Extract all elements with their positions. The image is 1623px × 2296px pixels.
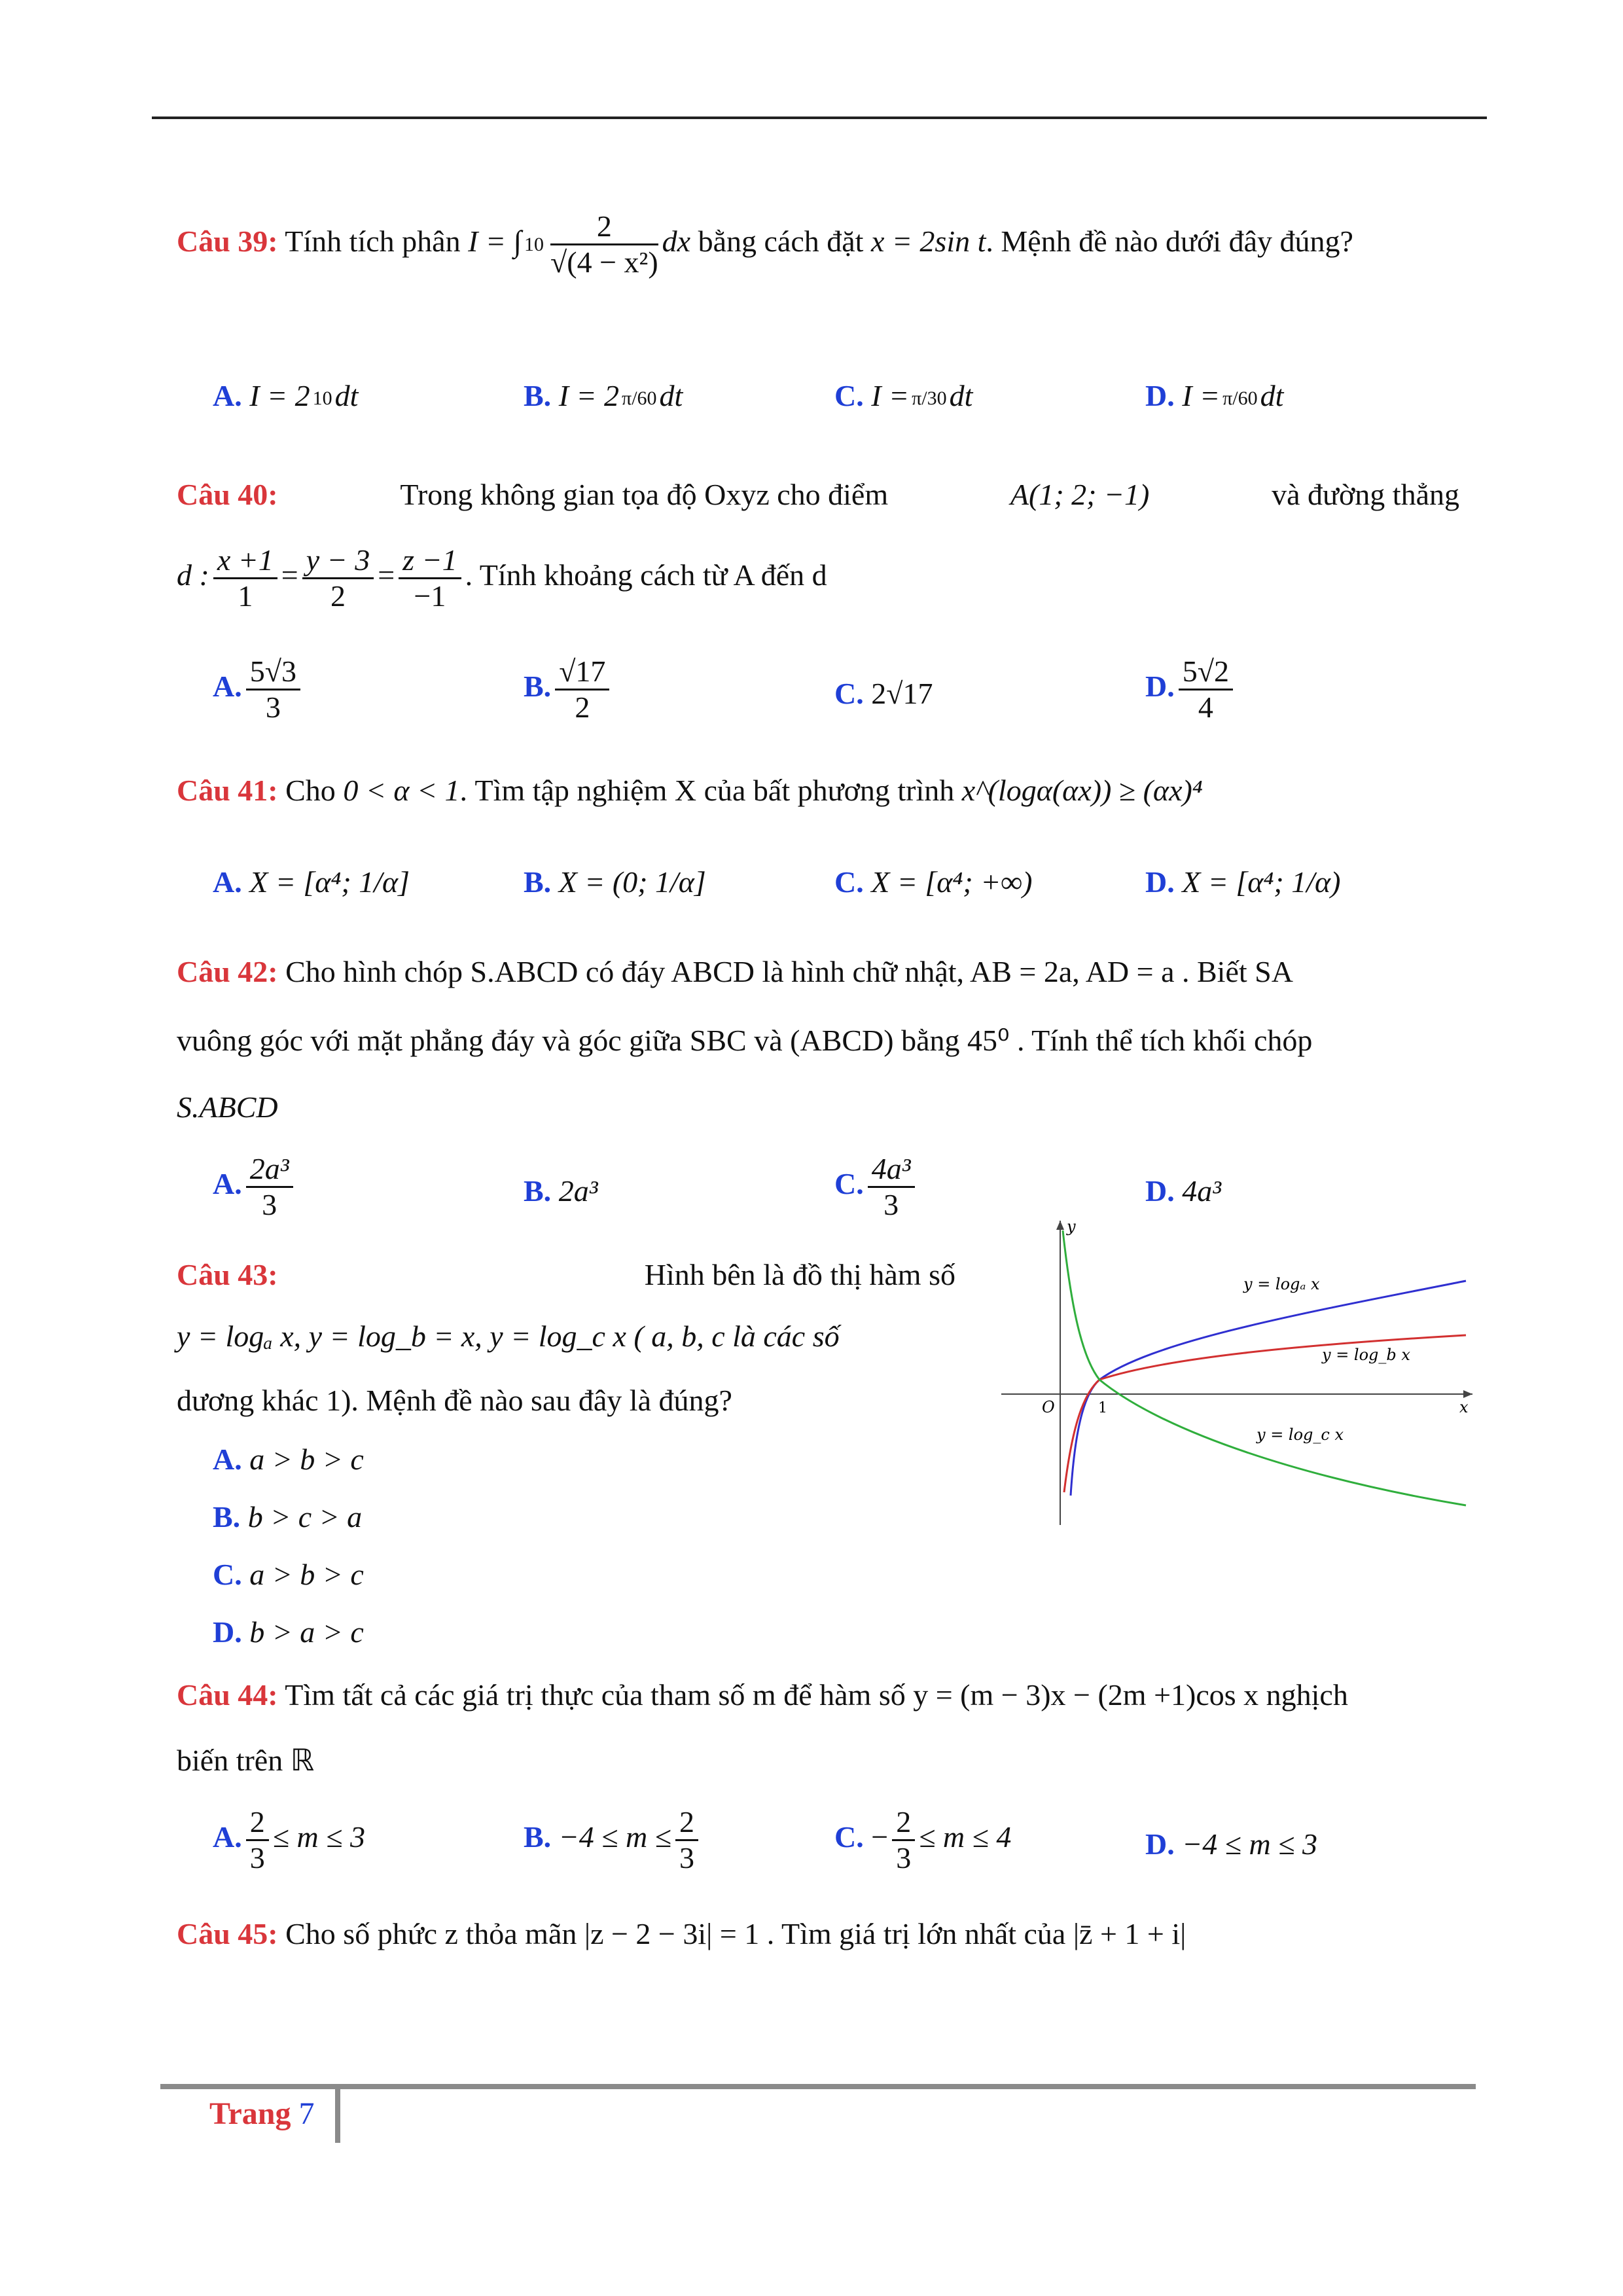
- option-label: B.: [524, 379, 552, 412]
- option-label: A.: [213, 865, 242, 899]
- question-text: Cho số phức z thỏa mãn |z − 2 − 3i| = 1 . Tìm giá trị lớn nhất của |z̄ + 1 + i|: [285, 1917, 1186, 1950]
- lower-bound: 0: [936, 387, 947, 410]
- denominator: 1: [238, 579, 253, 613]
- question-text: vuông góc với mặt phẳng đáy và góc giữa SBC và (ABCD) bằng 45⁰ . Tính thể tích khối chóp: [177, 1024, 1313, 1057]
- q39-option-a[interactable]: [213, 376, 358, 416]
- integral-bounds: [622, 387, 656, 410]
- option-label: C.: [834, 865, 864, 899]
- q44-option-a[interactable]: [213, 1805, 365, 1875]
- numerator: 2a³: [246, 1152, 293, 1188]
- question-42-line2: [177, 1021, 1312, 1060]
- question-text: biến trên ℝ: [177, 1744, 315, 1777]
- question-text: . Tìm tập nghiệm X của bất phương trình: [459, 774, 955, 807]
- fraction: [555, 655, 609, 725]
- option-label: D.: [1145, 1827, 1175, 1861]
- question-43-line2: [177, 1317, 840, 1356]
- fraction: [399, 543, 461, 613]
- upper-bound: π/6: [622, 387, 647, 410]
- numerator: √17: [555, 655, 609, 691]
- q42-option-c[interactable]: [834, 1152, 919, 1222]
- q44-option-d[interactable]: [1145, 1825, 1317, 1864]
- option-label: B.: [524, 1174, 552, 1208]
- log-graph: [1001, 1217, 1479, 1525]
- denominator: −1: [414, 579, 446, 613]
- substitution: x = 2sin t: [870, 224, 986, 259]
- q40-option-d[interactable]: [1145, 655, 1237, 725]
- numerator: 4a³: [868, 1152, 915, 1188]
- option-text: a > b > c: [249, 1558, 364, 1591]
- curve-log-c: [1063, 1230, 1466, 1505]
- integral-sign: I = ∫: [468, 224, 522, 259]
- option-label: D.: [1145, 670, 1175, 704]
- denominator: 2: [330, 579, 346, 613]
- question-42: [177, 952, 1293, 992]
- fraction: [246, 655, 300, 725]
- option-label: D.: [1145, 379, 1175, 412]
- integral-bounds: [524, 234, 544, 256]
- option-text: dt: [334, 379, 359, 412]
- y-axis-arrow: [1056, 1221, 1064, 1230]
- upper-bound: π/3: [912, 387, 937, 410]
- option-text: 2a³: [558, 1174, 598, 1208]
- footer-divider: [335, 2084, 340, 2143]
- option-text: I =: [1182, 379, 1221, 412]
- lower-bound: 0: [647, 387, 657, 410]
- question-40-line: d : $\frac{x +1}{1}$ = $\frac{y - 3}{2}$ = $\frac{z -1}{-1}$ . Tính khoảng cách từ A đến d: [177, 543, 827, 613]
- option-text: −4 ≤ m ≤ 3: [1182, 1827, 1317, 1861]
- q41-option-c[interactable]: [834, 863, 1032, 902]
- fraction: [246, 1152, 293, 1222]
- integral-bounds: [313, 387, 332, 410]
- numerator: 2: [550, 209, 658, 245]
- q39-option-c[interactable]: [834, 376, 972, 416]
- question-text: Cho hình chóp S.ABCD có đáy ABCD là hình chữ nhật, AB = 2a, AD = a . Biết SA: [285, 955, 1293, 988]
- fraction: [868, 1152, 915, 1222]
- line-label: d :: [177, 558, 209, 592]
- option-label: A.: [213, 670, 242, 704]
- denominator: 3: [883, 1188, 899, 1221]
- option-label: D.: [1145, 865, 1175, 899]
- question-text: . Mệnh đề nào dưới đây đúng?: [986, 224, 1353, 259]
- upper-bound: 1: [524, 233, 535, 255]
- question-text: Trong không gian tọa độ Oxyz cho điểm: [400, 478, 889, 511]
- denominator: 3: [896, 1841, 912, 1874]
- option-text: I = 2: [249, 379, 310, 412]
- x-axis-label: x: [1459, 1398, 1469, 1416]
- q42-option-a[interactable]: [213, 1152, 297, 1222]
- numerator: 5√3: [246, 655, 300, 691]
- option-label: C.: [213, 1558, 242, 1591]
- integral-bounds: [912, 387, 946, 410]
- option-text: X = [α⁴; 1/α): [1182, 865, 1341, 899]
- denominator: 3: [262, 1188, 277, 1221]
- q43-option-a[interactable]: [213, 1440, 364, 1479]
- q40-option-b[interactable]: [524, 655, 613, 725]
- numerator: z −1: [399, 543, 461, 579]
- question-44-line2: [177, 1741, 314, 1780]
- q43-option-b[interactable]: [213, 1498, 362, 1537]
- page-number: 7: [298, 2096, 315, 2131]
- x-one-label: 1: [1098, 1400, 1107, 1416]
- option-text: b > c > a: [247, 1500, 363, 1534]
- q39-option-b[interactable]: [524, 376, 683, 416]
- question-44: [177, 1676, 1348, 1715]
- question-text: Tính tích phân: [285, 224, 461, 259]
- fraction: [1179, 655, 1233, 725]
- question-43-line3: [177, 1381, 732, 1420]
- option-text: 2√17: [871, 677, 933, 710]
- q44-option-c[interactable]: [834, 1805, 1011, 1875]
- option-text: dt: [949, 379, 973, 412]
- option-label: A.: [213, 1167, 242, 1201]
- question-label: Câu 41:: [177, 774, 278, 807]
- point-a: A(1; 2; −1): [1010, 478, 1150, 511]
- option-text: a > b > c: [249, 1443, 364, 1476]
- question-text: y = logₐ x, y = log_b = x, y = log_c x ( a, b, c là các số: [177, 1319, 840, 1353]
- y-axis-label: y: [1067, 1217, 1076, 1236]
- option-text: dt: [659, 379, 683, 412]
- denominator: 3: [249, 1841, 265, 1874]
- upper-bound: 1: [312, 387, 323, 410]
- differential: dx: [662, 224, 691, 259]
- fraction: [246, 1805, 269, 1875]
- q41-option-b[interactable]: [524, 863, 706, 902]
- denominator: 4: [1198, 691, 1213, 724]
- x-axis-arrow: [1463, 1390, 1472, 1398]
- denominator: √(4 − x²): [550, 245, 658, 279]
- denominator: 2: [575, 691, 590, 724]
- option-label: B.: [524, 670, 552, 704]
- inequality: x^(logα(αx)) ≥ (αx)⁴: [961, 774, 1203, 807]
- question-label: Câu 45:: [177, 1917, 278, 1950]
- numerator: y − 3: [302, 543, 374, 579]
- option-label: C.: [834, 1167, 864, 1201]
- q40-option-a[interactable]: [213, 655, 304, 725]
- q39-option-d[interactable]: [1145, 376, 1283, 416]
- option-text: ≤ m ≤ 4: [919, 1820, 1012, 1854]
- option-label: A.: [213, 1820, 242, 1854]
- question-label: Câu 42:: [177, 955, 278, 988]
- label-log-a: y = logₐ x: [1243, 1275, 1320, 1293]
- question-45: [177, 1914, 1186, 1954]
- q40-option-c[interactable]: [834, 674, 933, 713]
- footer-word: Trang: [209, 2096, 291, 2131]
- option-text: X = [α⁴; 1/α]: [249, 865, 410, 899]
- option-text: I =: [871, 379, 910, 412]
- numerator: 2: [892, 1805, 915, 1841]
- option-label: A.: [213, 1443, 242, 1476]
- lower-bound: 0: [1247, 387, 1258, 410]
- label-log-c: y = log_c x: [1257, 1426, 1344, 1444]
- label-log-b: y = log_b x: [1322, 1346, 1410, 1364]
- page-footer: [209, 2096, 314, 2132]
- q42-option-d[interactable]: [1145, 1172, 1221, 1211]
- question-42-line3: [177, 1088, 278, 1127]
- q44-option-b[interactable]: [524, 1805, 702, 1875]
- numerator: 2: [675, 1805, 698, 1841]
- question-label: Câu 40:: [177, 478, 278, 511]
- fraction: [675, 1805, 698, 1875]
- option-text: X = [α⁴; +∞): [871, 865, 1033, 899]
- integral-bounds: [1222, 387, 1257, 410]
- option-label: C.: [834, 379, 864, 412]
- lower-bound: 0: [534, 233, 544, 255]
- option-label: C.: [834, 677, 864, 710]
- condition: 0 < α < 1: [343, 774, 460, 807]
- denominator: 3: [265, 691, 281, 724]
- option-label: A.: [213, 379, 242, 412]
- question-text: dương khác 1). Mệnh đề nào sau đây là đúng?: [177, 1384, 732, 1417]
- q43-option-d[interactable]: [213, 1613, 364, 1652]
- question-text: bằng cách đặt: [698, 224, 864, 259]
- option-label: D.: [1145, 1174, 1175, 1208]
- question-text: Cho: [285, 774, 336, 807]
- q43-option-c[interactable]: [213, 1555, 364, 1594]
- option-text: ≤ m ≤ 3: [272, 1820, 365, 1854]
- option-label: C.: [834, 1820, 864, 1854]
- option-text: I = 2: [558, 379, 620, 412]
- q41-option-a[interactable]: [213, 863, 410, 902]
- option-label: D.: [213, 1615, 242, 1649]
- option-label: B.: [524, 865, 552, 899]
- question-label: Câu 44:: [177, 1678, 278, 1712]
- q42-option-b[interactable]: [524, 1172, 597, 1211]
- option-text: −: [871, 1820, 889, 1854]
- question-text: và đường thẳng: [1272, 478, 1459, 511]
- option-text: b > a > c: [249, 1615, 364, 1649]
- question-label: Câu 43:: [177, 1258, 278, 1291]
- question-39: [177, 209, 1353, 279]
- question-text: . Tính khoảng cách từ A đến d: [465, 558, 827, 592]
- upper-bound: π/6: [1222, 387, 1248, 410]
- fraction: [302, 543, 374, 613]
- fraction: [213, 543, 277, 613]
- lower-bound: 0: [322, 387, 332, 410]
- option-label: B.: [213, 1500, 241, 1534]
- question-41: [177, 771, 1203, 810]
- option-text: X = (0; 1/α]: [558, 865, 706, 899]
- question-text: S.ABCD: [177, 1090, 278, 1124]
- option-text: dt: [1260, 379, 1284, 412]
- question-43: [177, 1255, 955, 1295]
- origin-label: O: [1042, 1398, 1055, 1416]
- curve-log-a: [1071, 1281, 1466, 1496]
- denominator: 3: [679, 1841, 694, 1874]
- numerator: x +1: [213, 543, 277, 579]
- question-text: Tìm tất cả các giá trị thực của tham số m để hàm số y = (m − 3)x − (2m +1)cos x nghịch: [285, 1678, 1348, 1712]
- footer-rule: [160, 2084, 1476, 2089]
- question-text: Hình bên là đồ thị hàm số: [644, 1258, 955, 1291]
- option-label: B.: [524, 1820, 552, 1854]
- numerator: 5√2: [1179, 655, 1233, 691]
- q41-option-d[interactable]: [1145, 863, 1340, 902]
- fraction: [892, 1805, 915, 1875]
- header-rule: [152, 117, 1487, 119]
- question-40: [177, 475, 1459, 514]
- option-text: −4 ≤ m ≤: [558, 1820, 671, 1854]
- question-label: Câu 39:: [177, 224, 278, 259]
- numerator: 2: [246, 1805, 269, 1841]
- integrand-fraction: [550, 209, 658, 279]
- option-text: 4a³: [1182, 1174, 1222, 1208]
